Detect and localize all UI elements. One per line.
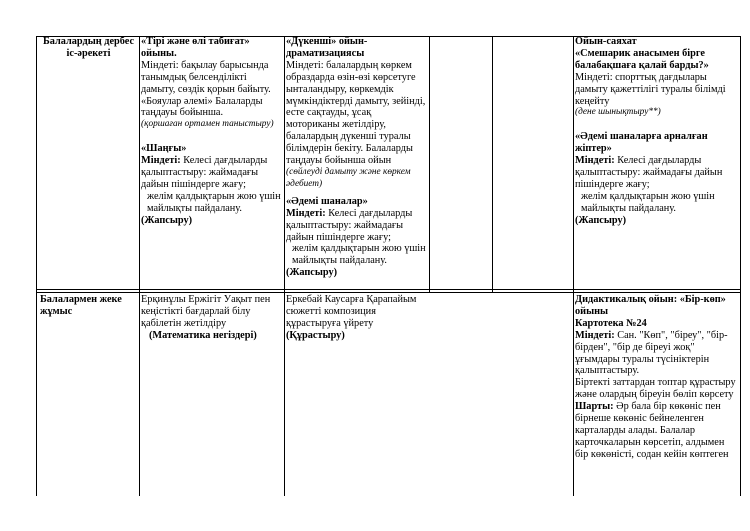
card-number: Картотека №24 [575,317,647,329]
row-divider [36,289,741,290]
individual-work-subject: (Құрастыру) [286,329,345,341]
activity-subject: (Жапсыру) [575,214,627,226]
table-right-border [740,36,741,496]
game-task [575,330,738,378]
row1-col5-cell [494,36,571,286]
row1-col2-cell [141,36,282,286]
activity-title: «Шаңғы» [141,143,187,155]
activity-subject-note: (дене шынықтыру**) [575,107,661,118]
column-divider [139,36,140,496]
row2-col3-cell [286,294,427,494]
task-text: Сан. "Көп", "біреу", "бір-бірден", "бір де біреуі жоқ" ұғымдары туралы түсініктерін қалыптастыру. [575,329,728,377]
game-task-continued: Біртекті заттардан топтар құрастыру және олардың біреуін бөліп көрсету [575,377,736,401]
row1-col3-cell [286,36,427,288]
individual-work-text: Ерқинұлы Ержігіт Уақыт пен кеңістікті бағдарлай білу қабілетін жетілдіру [141,294,271,329]
individual-work-subject: (Математика негіздері) [149,329,257,341]
activity-text: Міндеті: спорттық дағдылары дамыту қажеттілігі туралы білімді кеңейту [575,71,726,107]
task-text-continued: желім қалдықтарын жою үшін майлықты пайдалану. [147,190,281,214]
column-divider [573,36,574,496]
row2-label-cell [40,294,137,494]
task-text-continued: желім қалдықтарын жою үшін майлықты пайдалану. [581,190,715,214]
game-rules [575,401,738,461]
individual-work-text: Еркебай Каусарға Қарапайым сюжетті композиция құрастыруға үйрету [286,294,417,329]
rules-text: Әр бала бір көкөніс пен бірнеше көкөніс бейнеленген карталарды алады. Балалар карточкаларын көрсетіп, алдымен бір көкөністі, содан кейін көптеген [575,401,729,460]
task-label: Міндеті: [286,207,326,219]
task-label: Міндеті: [575,155,615,167]
activity-title: «Тірі және өлі табиғат» ойыны. [141,36,250,59]
activity-subtitle: «Смешарик анасымен бірге балабақшаға қалай барды?» [575,47,709,71]
activity-text: Міндеті: бақылау барысында танымдық белсенділікті дамыту, сөздік қорын байыту. «Бояулар әлемі» Балаларды таңдауы бойынша. [141,59,271,119]
didactic-game-title: Дидактикалық ойын: «Бір-көп» ойыны [575,294,726,317]
column-divider [492,36,493,292]
row2-label: Балалармен жеке жұмыс [40,294,122,317]
row-divider-double [36,292,741,293]
row1-col6-cell [575,36,738,286]
activity-title: «Дүкенші» ойын-драматизациясы [286,36,368,59]
activity-task [575,155,738,191]
task-text: Келесі дағдыларды қалыптастыру: жаймадағы дайын пішіндерге жағу; [141,155,268,190]
column-divider [284,36,285,496]
task-text: Келесі дағдыларды қалыптастыру: жаймадағы дайын пішіндерге жағу; [286,207,413,243]
activity-title: Ойын-саяхат [575,36,637,47]
activity-task [286,208,427,244]
rules-label: Шарты: [575,401,614,413]
activity-task [141,155,282,191]
row1-label-cell [40,36,137,286]
activity-title: «Әдемі шаналар» [286,195,368,207]
task-text-continued: желім қалдықтарын жою үшін майлықты пайдалану. [292,243,426,267]
activity-subject-note: (сөйлеуді дамыту және көркем әдебиет) [286,166,411,189]
activity-title: «Әдемі шаналарға арналған жіптер» [575,131,708,155]
activity-subject-note: (қоршаған ортамен таныстыру) [141,119,274,130]
activity-subject: (Жапсыру) [286,267,338,279]
activity-subject: (Жапсыру) [141,214,193,226]
activity-text: Міндеті: балалардың көркем образдарда өзін-өзі көрсетуге ынталандыру, көркемдік мүмкіндіктерді дамыту, зейінді, есте сақтауды, ұсақ моториканы жетілдіру, балалардың дүкенші туралы білімдерін бекіту. Балаларды таңдауы бойынша ойын [286,59,426,167]
table-left-border [36,36,37,496]
task-text: Келесі дағдыларды қалыптастыру: жаймадағы дайын пішіндерге жағу; [575,155,723,190]
column-divider [429,36,430,292]
row1-label: Балалардың дербес іс-әрекеті [42,36,135,59]
row2-col2-cell [141,294,282,494]
row1-col4-cell [431,36,490,286]
task-label: Міндеті: [141,155,181,167]
row2-col6-cell [575,294,738,480]
task-label: Міндеті: [575,329,615,341]
